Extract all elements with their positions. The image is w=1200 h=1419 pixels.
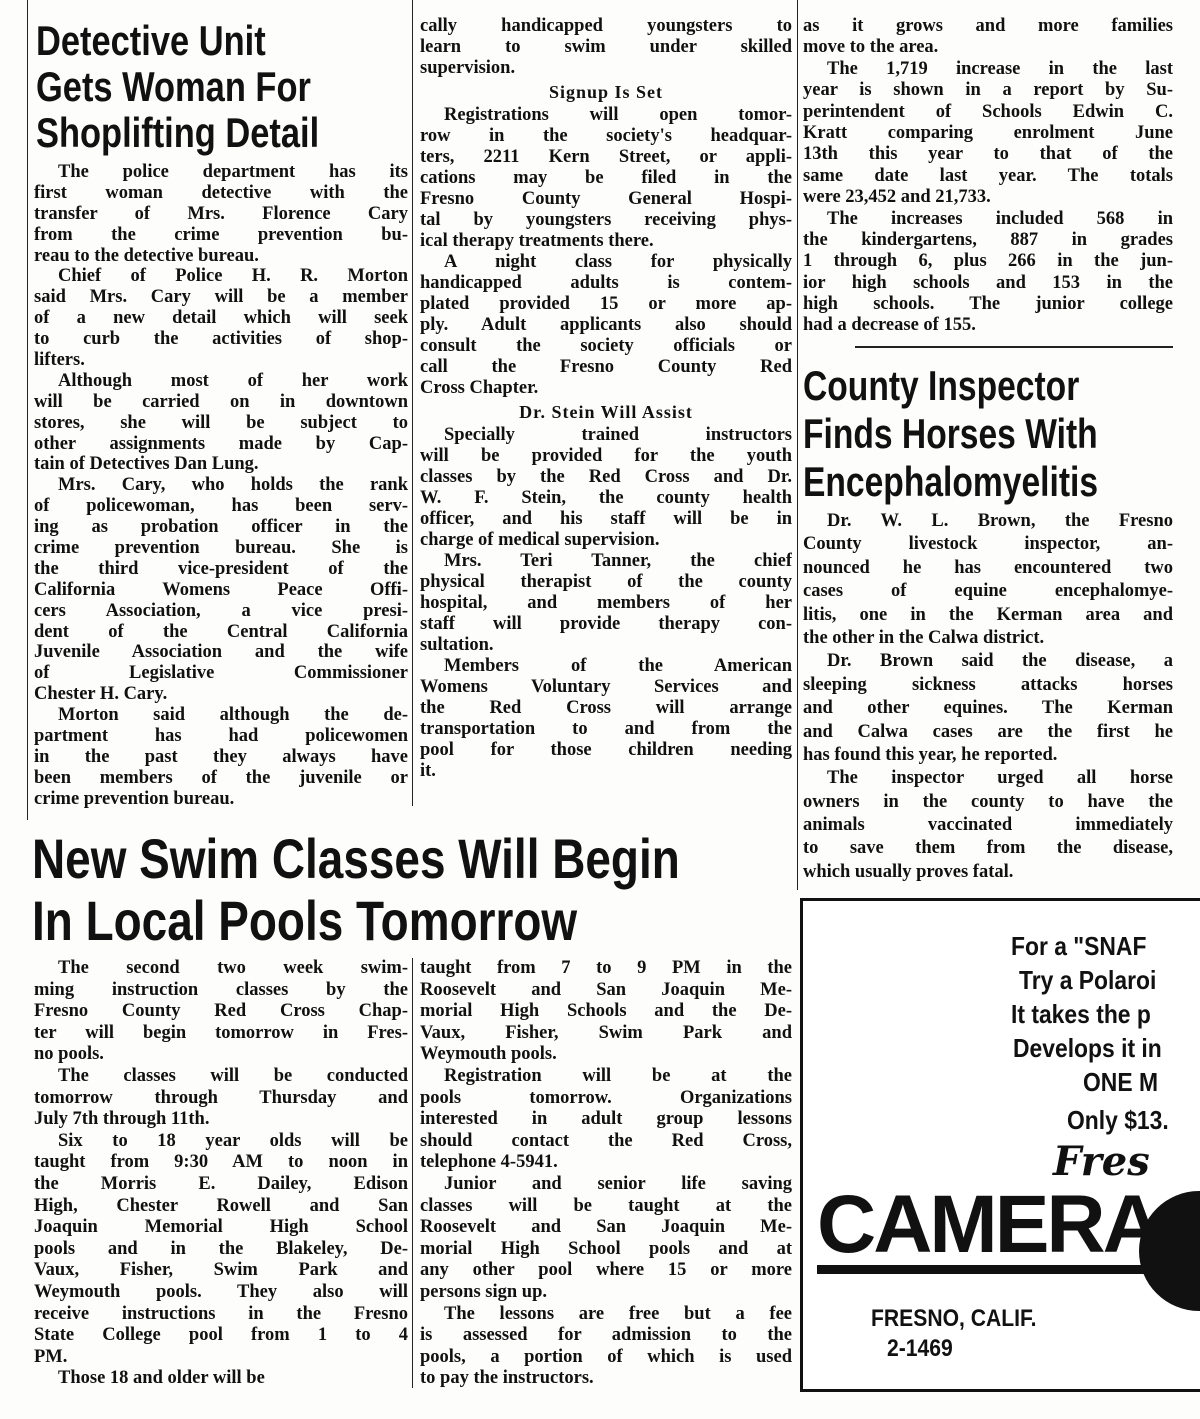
text-line: A night class for physically [444,252,792,272]
text-line: to save them from the disease, [803,838,1173,859]
text-line: ming instruction classes by the [34,979,408,1000]
headline-line: In Local Pools Tomorrow [32,889,578,952]
text-line: interested in adult group lessons [420,1109,792,1130]
text-line: ter will begin tomorrow in Fres- [34,1022,408,1043]
text-line: hospital, and members of her [420,593,792,613]
camera-store-ad [800,898,1200,1392]
text-line: of policewoman, has been serv- [34,496,408,517]
text-line: High, Chester Rowell and San [34,1195,408,1216]
headline-line: Detective Unit [36,17,266,64]
text-line: ical therapy treatments there. [420,231,654,251]
text-line: Specially trained instructors [444,425,792,445]
text-line: State College pool from 1 to 4 [34,1325,408,1346]
column-rule-bottom [412,958,413,1388]
text-line: Vaux, Fisher, Swim Park and [420,1022,792,1043]
text-line: sleeping sickness attacks horses [803,674,1173,695]
text-line: W. F. Stein, the county health [420,488,792,508]
text-line: The 1,719 increase in the last [827,58,1173,79]
text-line: perintendent of Schools Edwin C. [803,101,1173,122]
text-line: of a new detail which will seek [34,308,408,329]
text-line: Members of the American [444,656,792,676]
headline-swim [32,828,822,952]
text-line: said Mrs. Cary will be a member [34,287,408,308]
text-line: as it grows and more families [803,16,1173,36]
ad-line: Try a Polaroi [1019,965,1157,995]
text-line: Mrs. Teri Tanner, the chief [444,551,792,571]
headline-horses [803,362,1172,506]
text-line: will be carried on in downtown [34,391,408,412]
section-rule [855,346,1173,348]
text-line: Weymouth pools. They also will [34,1281,408,1302]
text-line: Mrs. Cary, who holds the rank [58,475,408,496]
text-line: The police department has its [58,162,408,182]
text-line: stores, she will be subject to [34,412,408,433]
text-line: cers Association, a vice presi- [34,600,408,621]
text-line: year is shown in a report by Su- [803,80,1173,101]
column-rule-left [27,0,28,820]
text-line: Morton said although the de- [58,705,408,726]
text-line: will be provided for the youth [420,446,792,466]
headline-line: County Inspector [803,362,1080,409]
text-line: dent of the Central California [34,621,408,642]
text-line: receive instructions in the Fresno [34,1303,408,1324]
text-line: Registration will be at the [444,1065,792,1086]
text-line: The inspector urged all horse [827,768,1173,789]
text-line: animals vaccinated immediately [803,815,1173,836]
text-line: Dr. W. L. Brown, the Fresno [827,511,1173,531]
text-line: The lessons are free but a fee [444,1303,792,1324]
text-line: County livestock inspector, an- [803,534,1173,555]
text-line: Vaux, Fisher, Swim Park and [34,1260,408,1281]
column-rule-1 [412,0,413,806]
text-line: Fresno County Red Cross Chap- [34,1001,408,1022]
text-line: Chester H. Cary. [34,684,168,705]
text-line: Juvenile Association and the wife [34,642,408,663]
text-line: litis, one in the Kerman area and [803,604,1173,625]
text-line: Womens Voluntary Services and [420,677,792,697]
text-line: cases of equine encephalomye- [803,581,1173,602]
text-line: were 23,452 and 21,733. [803,187,991,208]
text-line: taught from 9:30 AM to noon in [34,1152,408,1173]
subheading: Dr. Stein Will Assist [519,402,693,422]
text-line: ing as probation officer in the [34,517,408,538]
text-line: telephone 4-5941. [420,1152,558,1173]
article-swim-body-1 [34,958,408,1390]
headline-line: Encephalomyelitis [803,458,1099,505]
text-line: 1 through 6, plus 266 in the jun- [803,251,1173,272]
article-detective-body [34,162,408,810]
text-line: consult the society officials or [420,336,792,356]
ad-logo: CAMERA [817,1185,1159,1274]
text-line: the Morris E. Dailey, Edison [34,1173,408,1194]
text-line: to pay the instructors. [420,1368,594,1389]
text-line: Joaquin Memorial High School [34,1217,408,1238]
text-line: July 7th through 11th. [34,1109,210,1130]
text-line: Junior and senior life saving [444,1173,792,1194]
text-line: crime prevention bureau. She is [34,538,408,559]
ad-line: It takes the p [1011,999,1151,1029]
text-line: learn to swim under skilled [420,37,792,57]
text-line: Roosevelt and San Joaquin Me- [420,1217,792,1238]
text-line: Weymouth pools. [420,1044,557,1065]
ad-line: ONE M [1083,1067,1159,1097]
text-line: classes by the Red Cross and Dr. [420,467,792,487]
text-line: Cross Chapter. [420,378,539,398]
headline-line: New Swim Classes Will Begin [32,827,680,890]
text-line: nounced he has encountered two [803,557,1173,578]
text-line: pools, a portion of which is used [420,1346,792,1367]
text-line: Those 18 and older will be [58,1368,265,1389]
text-line: pools tomorrow. Organizations [420,1087,792,1108]
text-line: of Legislative Commissioner [34,663,408,684]
text-line: ply. Adult applicants also should [420,315,792,335]
subheading: Signup Is Set [548,82,664,102]
text-line: ters, 2211 Kern Street, or appli- [420,147,792,167]
text-line: Dr. Brown said the disease, a [827,651,1173,672]
article-swim-body-2 [420,958,792,1390]
headline-detective [36,18,381,156]
article-horses-body [803,510,1173,884]
text-line: is assessed for admission to the [420,1325,792,1346]
ad-line: Develops it in [1013,1033,1162,1063]
text-line: any other pool where 15 or more [420,1260,792,1281]
ad-phone: 2-1469 [887,1335,953,1362]
text-line: The classes will be conducted [58,1065,408,1086]
headline-line: Finds Horses With [803,410,1098,457]
text-line: has found this year, he reported. [803,744,1058,765]
text-line: Kratt comparing enrolment June [803,122,1173,143]
text-line: PM. [34,1346,68,1367]
column-rule-2 [797,0,798,890]
text-line: row in the society's headquar- [420,126,792,146]
text-line: Roosevelt and San Joaquin Me- [420,979,792,1000]
text-line: cations may be filed in the [420,168,792,188]
text-line: other assignments made by Cap- [34,433,408,454]
text-line: morial High School pools and at [420,1238,792,1259]
text-line: transfer of Mrs. Florence Cary [34,203,408,224]
text-line: classes will be taught at the [420,1195,792,1216]
text-line: to curb the activities of shop- [34,329,408,350]
ad-city: FRESNO, CALIF. [871,1305,1037,1332]
text-line: the kindergartens, 887 in grades [803,229,1173,250]
text-line: owners in the county to have the [803,791,1173,812]
text-line: should contact the Red Cross, [420,1130,792,1151]
text-line: and other equines. The Kerman [803,698,1173,719]
text-line: Although most of her work [58,370,408,391]
text-line: partment has had policewomen [34,726,408,747]
headline-line: Shoplifting Detail [36,109,320,156]
ad-logo-script: Fres [1053,1138,1150,1185]
text-line: 13th this year to that of the [803,144,1173,165]
text-line: morial High Schools and the De- [420,1001,792,1022]
text-line: The increases included 568 in [827,208,1173,229]
text-line: which usually proves fatal. [803,861,1014,882]
text-line: the other in the Calwa district. [803,627,1045,648]
text-line: reau to the detective bureau. [34,245,259,266]
text-line: sultation. [420,635,494,655]
text-line: ior high schools and 153 in the [803,272,1173,293]
text-line: plated provided 15 or more ap- [420,294,792,314]
text-line: taught from 7 to 9 PM in the [420,958,792,978]
text-line: from the crime prevention bu- [34,224,408,245]
text-line: call the Fresno County Red [420,357,792,377]
text-line: Registrations will open tomor- [444,105,792,125]
text-line: tomorrow through Thursday and [34,1087,408,1108]
text-line: supervision. [420,58,516,78]
text-line: lifters. [34,350,85,371]
text-line: and Calwa cases are the first he [803,721,1173,742]
text-line: pool for those children needing [420,740,792,760]
text-line: California Womens Peace Offi- [34,579,408,600]
text-line: no pools. [34,1044,104,1065]
text-line: high schools. The junior college [803,294,1173,315]
ad-line: For a "SNAF [1011,931,1147,961]
text-line: in the past they always have [34,746,408,767]
article-swim-continued [420,16,792,782]
text-line: persons sign up. [420,1281,547,1302]
text-line: move to the area. [803,37,939,58]
headline-line: Gets Woman For [36,63,311,110]
text-line: The second two week swim- [58,958,408,978]
article-enrolment-continued [803,16,1173,337]
text-line: Chief of Police H. R. Morton [58,266,408,287]
ad-price: Only $13. [1067,1105,1169,1135]
text-line: been members of the juvenile or [34,767,408,788]
text-line: officer, and his staff will be in [420,509,792,529]
text-line: crime prevention bureau. [34,788,235,809]
text-line: it. [420,761,436,781]
text-line: Fresno County General Hospi- [420,189,792,209]
text-line: the third vice-president of the [34,558,408,579]
text-line: handicapped adults is contem- [420,273,792,293]
text-line: transportation to and from the [420,719,792,739]
text-line: physical therapist of the county [420,572,792,592]
text-line: cally handicapped youngsters to [420,16,792,36]
text-line: tal by youngsters receiving phys- [420,210,792,230]
text-line: had a decrease of 155. [803,315,976,336]
text-line: same date last year. The totals [803,165,1173,186]
text-line: Six to 18 year olds will be [58,1130,408,1151]
text-line: pools and in the Blakeley, De- [34,1238,408,1259]
text-line: tain of Detectives Dan Lung. [34,454,259,475]
text-line: the Red Cross will arrange [420,698,792,718]
text-line: staff will provide therapy con- [420,614,792,634]
text-line: charge of medical supervision. [420,530,660,550]
text-line: first woman detective with the [34,182,408,203]
